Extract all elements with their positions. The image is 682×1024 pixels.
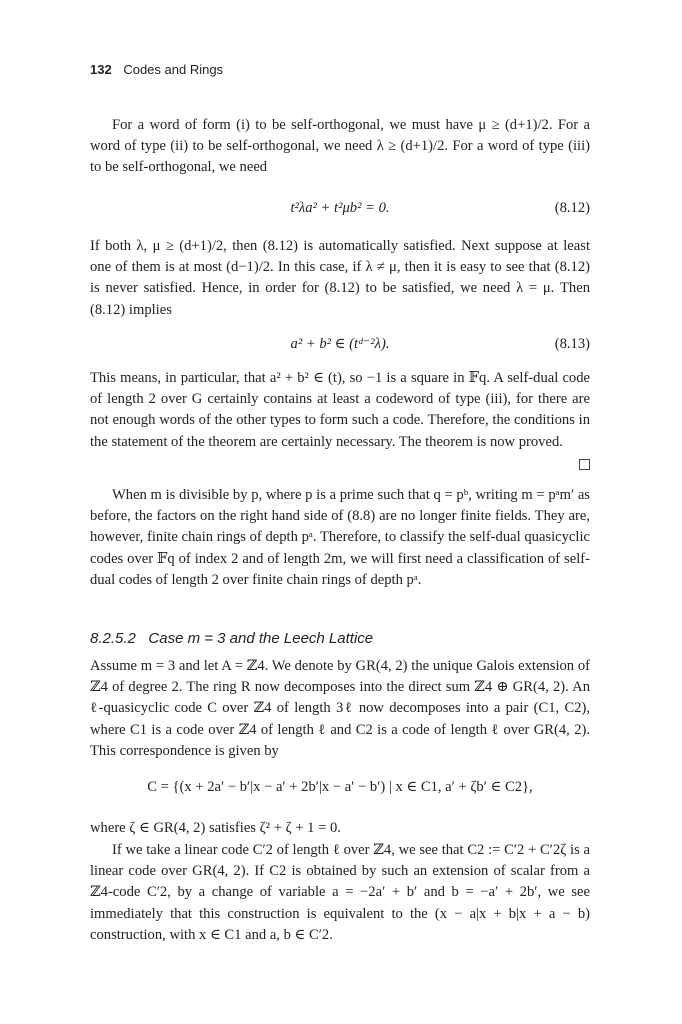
paragraph-2 <box>90 236 590 321</box>
paragraph-text: When m is divisible by p, where p is a prime such that q = pᵇ, writing m = pᵃm′ as before, the factors on the right hand side of (8.8) are no longer finite fields. They are, however, finite chain rings of depth pᵃ. Therefore, to classify the self-dual quasicyclic codes over 𝔽q of index 2 and of length 2m, we will first need a classification of self-dual codes of length 2 over finite chain rings of depth pᵃ. <box>90 487 590 588</box>
paragraph-1 <box>90 115 590 179</box>
paragraph-6 <box>90 818 590 839</box>
paragraph-5 <box>90 656 590 762</box>
paragraph-7 <box>90 840 590 946</box>
equation-number: (8.12) <box>554 200 590 216</box>
equation-expression: a² + b² ∈ (tᵈ⁻²λ). <box>290 336 390 352</box>
section-number: 8.2.5.2 <box>90 630 136 647</box>
paragraph-text: If both λ, μ ≥ (d+1)/2, then (8.12) is automatically satisfied. Next suppose at least one of them is at most (d−1)/2. In this case, if λ ≠ μ, then it is easy to see that (8.12) is never satisfied. Hence, in order for (8.12) to be satisfied, we need λ = μ. Then (8.12) implies <box>90 238 590 318</box>
equation-8-12 <box>90 197 590 219</box>
running-header <box>90 62 223 77</box>
section-title: Case m = 3 and the Leech Lattice <box>148 630 374 647</box>
section-heading <box>90 628 590 649</box>
paragraph-text: This means, in particular, that a² + b² ∈ (t), so −1 is a square in 𝔽q. A self-dual code of length 2 over G certainly contains at least a codeword of type (iii), for there are not enough words of the other types to form such a code. Therefore, the conditions in the statement of the theorem are certainly necessary. The theorem is now proved. <box>90 370 590 450</box>
equation-expression: t²λa² + t²μb² = 0. <box>290 200 390 216</box>
equation-number: (8.13) <box>554 336 590 352</box>
paragraph-3 <box>90 368 590 470</box>
paragraph-text: Assume m = 3 and let A = ℤ4. We denote by GR(4, 2) the unique Galois extension of ℤ4 of degree 2. The ring R now decomposes into the direct sum ℤ4 ⊕ GR(4, 2). An ℓ-quasicyclic code C over ℤ4 of length 3ℓ now decomposes into a pair (C1, C2), where C1 is a code over ℤ4 of length ℓ and C2 is a code of length ℓ over GR(4, 2). This correspondence is given by <box>90 658 590 759</box>
qed-square-icon <box>579 459 590 470</box>
equation-code-C <box>90 776 590 798</box>
running-title: Codes and Rings <box>123 62 224 77</box>
page-number: 132 <box>90 62 112 77</box>
equation-8-13 <box>90 333 590 355</box>
paragraph-text: For a word of form (i) to be self-orthogonal, we must have μ ≥ (d+1)/2. For a word of type (ii) to be self-orthogonal, we need λ ≥ (d+1)/2. For a word of type (iii) to be self-orthogonal, we need <box>90 117 590 176</box>
paragraph-text: where ζ ∈ GR(4, 2) satisfies ζ² + ζ + 1 = 0. <box>90 820 341 836</box>
paragraph-4 <box>90 485 590 591</box>
equation-expression: C = {(x + 2a′ − b′|x − a′ + 2b′|x − a′ − b′) | x ∈ C1, a′ + ζb′ ∈ C2}, <box>147 779 533 795</box>
paragraph-text: If we take a linear code C′2 of length ℓ over ℤ4, we see that C2 := C′2 + C′2ζ is a linear code over GR(4, 2). If C2 is obtained by such an extension of scalar from a ℤ4-code C′2, by a change of variable a = −2a′ + b′ and b = −a′ + 2b′, we see immediately that this construction is equivalent to the (x − a|x + b|x + a − b) construction, with x ∈ C1 and a, b ∈ C′2. <box>90 842 590 943</box>
